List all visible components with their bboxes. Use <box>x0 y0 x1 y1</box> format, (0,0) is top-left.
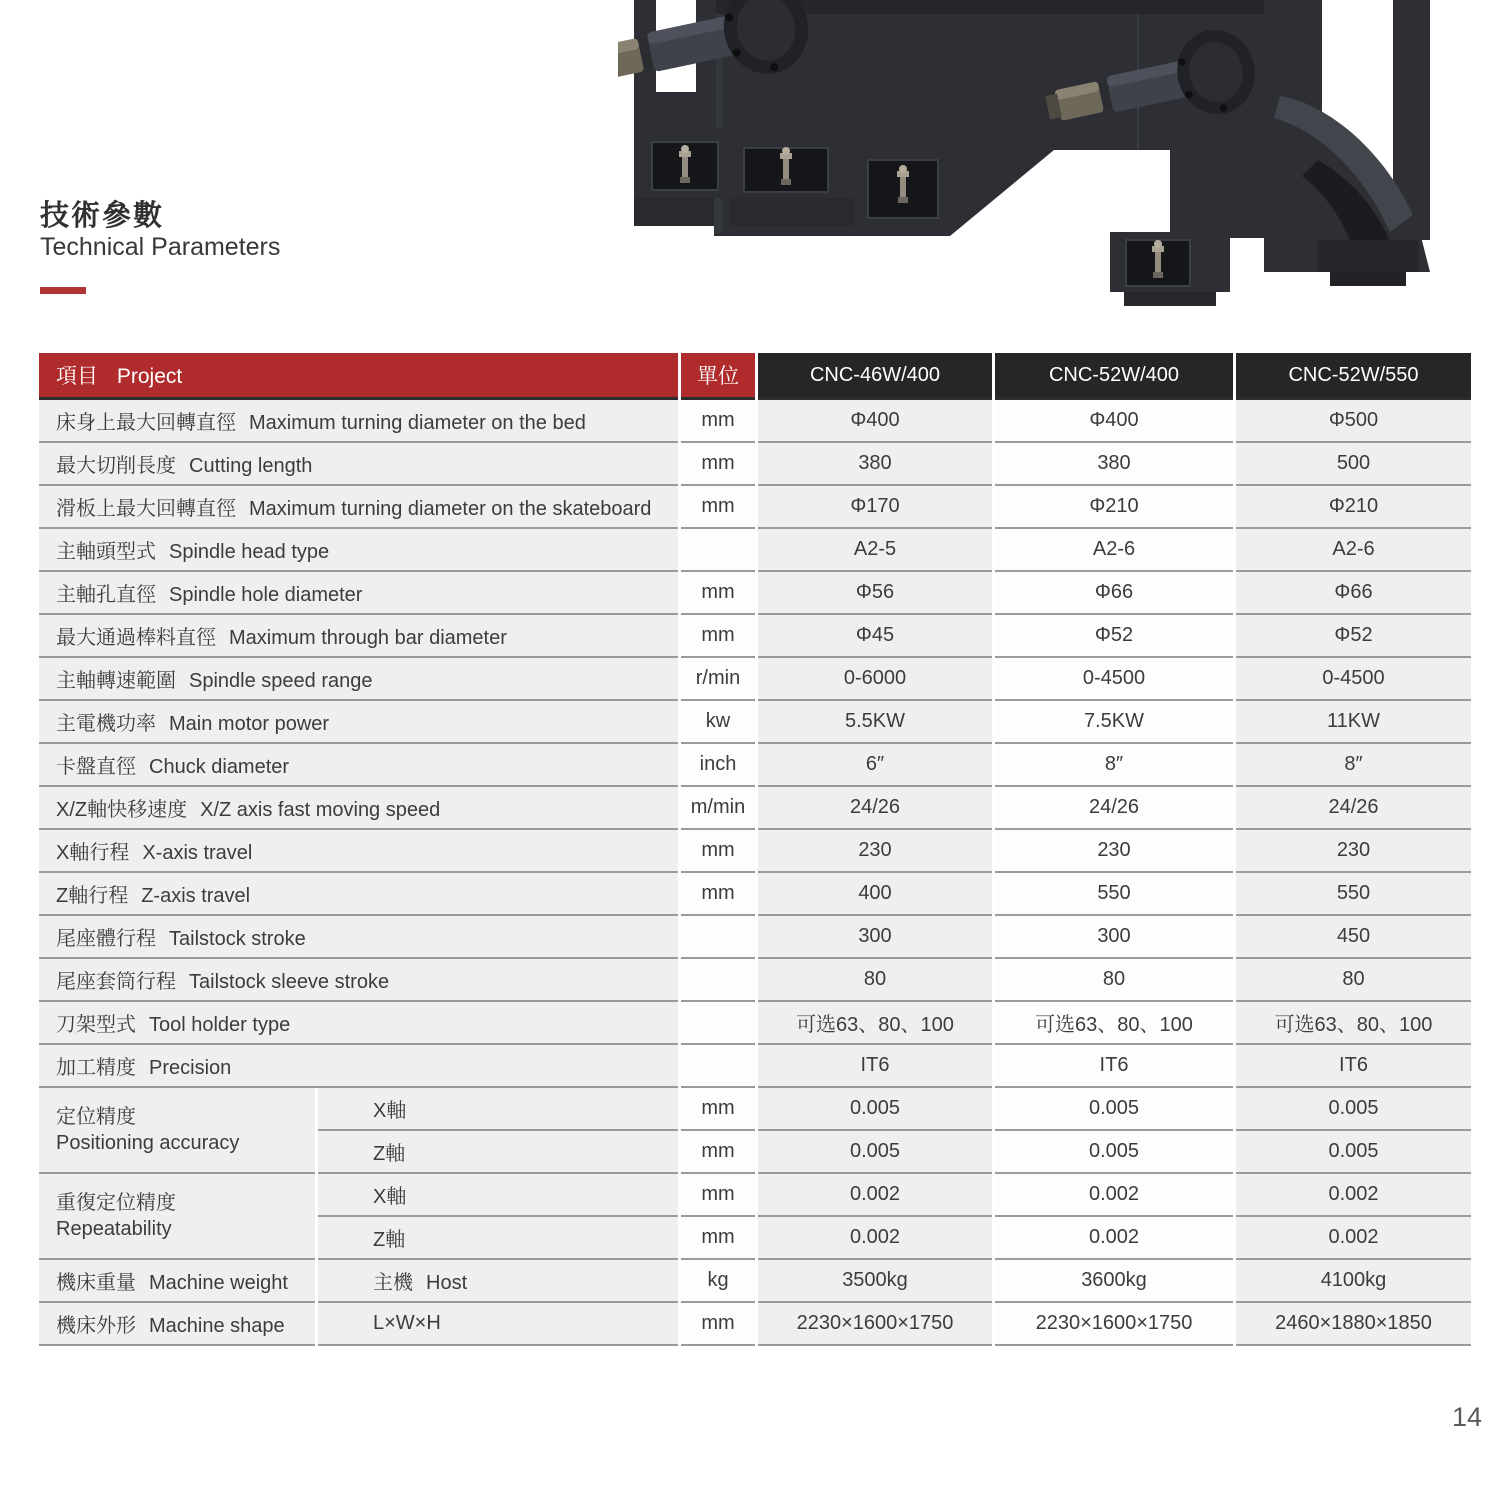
row-label-cell <box>39 400 678 443</box>
value-cell: Φ66 <box>1236 572 1471 615</box>
row-label-zh: 最大切削長度 <box>56 455 176 477</box>
row-label-cell <box>39 744 678 787</box>
row-label-en: Machine weight <box>149 1272 288 1294</box>
table-header-row <box>39 353 1471 400</box>
value-cell: 24/26 <box>995 787 1233 830</box>
value-cell: 2460×1880×1850 <box>1236 1303 1471 1346</box>
table-row <box>39 916 1471 959</box>
value-cell: 0.005 <box>995 1088 1233 1131</box>
axis-label-cell: X軸 <box>318 1174 678 1217</box>
row-label-zh: X軸行程 <box>56 842 130 864</box>
row-label-zh: 主軸頭型式 <box>56 541 156 563</box>
page-title-zh: 技術參數 <box>40 200 165 232</box>
value-cell: Φ210 <box>1236 486 1471 529</box>
value-cell: 80 <box>758 959 992 1002</box>
value-cell: 0.005 <box>758 1088 992 1131</box>
unit-cell <box>681 959 755 1002</box>
value-cell: 230 <box>995 830 1233 873</box>
value-cell: 0.002 <box>758 1174 992 1217</box>
row-label-cell <box>39 529 678 572</box>
value-cell: Φ400 <box>995 400 1233 443</box>
row-label-zh: 刀架型式 <box>56 1014 136 1036</box>
value-cell: 0.002 <box>1236 1217 1471 1260</box>
unit-cell: mm <box>681 1303 755 1346</box>
value-cell: A2-6 <box>995 529 1233 572</box>
value-cell: 380 <box>995 443 1233 486</box>
value-cell: IT6 <box>995 1045 1233 1088</box>
unit-cell: mm <box>681 400 755 443</box>
value-cell: 4100kg <box>1236 1260 1471 1303</box>
value-cell: 0-4500 <box>1236 658 1471 701</box>
table-row <box>39 744 1471 787</box>
unit-cell: inch <box>681 744 755 787</box>
row-label-en: X-axis travel <box>142 842 253 864</box>
row-label-en: Precision <box>149 1057 232 1079</box>
value-cell: 0.005 <box>1236 1131 1471 1174</box>
row-label-zh: 尾座套筒行程 <box>56 971 176 993</box>
value-cell: Φ52 <box>1236 615 1471 658</box>
value-cell: IT6 <box>1236 1045 1471 1088</box>
value-cell: 80 <box>995 959 1233 1002</box>
row-label-en: Chuck diameter <box>149 756 290 778</box>
row-label-zh: Z軸行程 <box>56 885 129 907</box>
row-label-en: X/Z axis fast moving speed <box>200 799 441 821</box>
unit-cell <box>681 1045 755 1088</box>
table-row <box>39 443 1471 486</box>
row-label-zh: 卡盤直徑 <box>56 756 136 778</box>
value-cell: A2-6 <box>1236 529 1471 572</box>
row-label-zh: 加工精度 <box>56 1057 136 1079</box>
row-label-zh: 最大通過棒料直徑 <box>56 627 216 649</box>
value-cell: 7.5KW <box>995 701 1233 744</box>
value-cell: 8″ <box>1236 744 1471 787</box>
row-label-en: Z-axis travel <box>141 885 251 907</box>
value-cell: 300 <box>995 916 1233 959</box>
unit-cell: mm <box>681 615 755 658</box>
row-label-zh: 主軸轉速範圍 <box>56 670 176 692</box>
sub-label-zh: L×W×H <box>373 1312 441 1334</box>
value-cell: 80 <box>1236 959 1471 1002</box>
group-label-en: Repeatability <box>56 1218 172 1240</box>
row-label-cell <box>39 701 678 744</box>
value-cell: 0.002 <box>995 1174 1233 1217</box>
value-cell: 0.002 <box>758 1217 992 1260</box>
value-cell: 24/26 <box>1236 787 1471 830</box>
unit-cell: mm <box>681 830 755 873</box>
value-cell: 可选63、80、100 <box>995 1002 1233 1045</box>
row-label-en: Tailstock sleeve stroke <box>189 971 390 993</box>
axis-label-cell: X軸 <box>318 1088 678 1131</box>
table-row <box>39 830 1471 873</box>
value-cell: IT6 <box>758 1045 992 1088</box>
unit-cell: mm <box>681 1217 755 1260</box>
row-label-en: Tool holder type <box>149 1014 291 1036</box>
row-label-cell <box>39 873 678 916</box>
row-label-en: Main motor power <box>169 713 330 735</box>
spec-table-body <box>39 400 1471 1346</box>
unit-cell: kg <box>681 1260 755 1303</box>
value-cell: 0-6000 <box>758 658 992 701</box>
table-row <box>39 529 1471 572</box>
axis-label-cell: Z軸 <box>318 1131 678 1174</box>
table-row <box>39 873 1471 916</box>
value-cell: 2230×1600×1750 <box>995 1303 1233 1346</box>
value-cell: 2230×1600×1750 <box>758 1303 992 1346</box>
group-label-cell <box>39 1088 315 1174</box>
value-cell: 0.005 <box>758 1131 992 1174</box>
unit-cell: mm <box>681 873 755 916</box>
row-label-en: Maximum turning diameter on the skateboard <box>249 498 652 520</box>
value-cell: 300 <box>758 916 992 959</box>
model-header-cnc-52w-400: CNC-52W/400 <box>995 353 1233 400</box>
value-cell: 380 <box>758 443 992 486</box>
unit-cell <box>681 529 755 572</box>
row-label-cell <box>39 615 678 658</box>
row-label-en: Tailstock stroke <box>169 928 306 950</box>
value-cell: 0.005 <box>995 1131 1233 1174</box>
unit-cell: m/min <box>681 787 755 830</box>
row-label-en: Maximum turning diameter on the bed <box>249 412 586 434</box>
row-label-en: Spindle speed range <box>189 670 373 692</box>
row-label-zh: 機床外形 <box>56 1315 136 1337</box>
value-cell: 500 <box>1236 443 1471 486</box>
row-label-zh: X/Z軸快移速度 <box>56 799 188 821</box>
unit-cell: mm <box>681 486 755 529</box>
row-label-en: Cutting length <box>189 455 313 477</box>
row-label-zh: 床身上最大回轉直徑 <box>56 412 236 434</box>
group-label-zh: 定位精度 <box>56 1106 136 1128</box>
row-label-cell <box>39 959 678 1002</box>
unit-cell: mm <box>681 1088 755 1131</box>
table-row <box>39 615 1471 658</box>
unit-cell: mm <box>681 1174 755 1217</box>
row-label-en: Spindle head type <box>169 541 330 563</box>
sub-label-cell <box>318 1260 678 1303</box>
value-cell: 400 <box>758 873 992 916</box>
page-title-en: Technical Parameters <box>40 233 281 261</box>
page-number: 14 <box>1451 1402 1482 1432</box>
row-label-cell <box>39 1045 678 1088</box>
value-cell: Φ210 <box>995 486 1233 529</box>
row-label-cell <box>39 1303 315 1346</box>
row-label-zh: 主電機功率 <box>56 713 156 735</box>
project-header-en: Project <box>116 365 183 388</box>
row-label-en: Spindle hole diameter <box>169 584 363 606</box>
value-cell: 0.002 <box>995 1217 1233 1260</box>
value-cell: 5.5KW <box>758 701 992 744</box>
group-label-zh: 重復定位精度 <box>56 1192 176 1214</box>
unit-header-cell: 單位 <box>681 353 755 400</box>
table-row <box>39 1174 1471 1217</box>
value-cell: 6″ <box>758 744 992 787</box>
table-row <box>39 572 1471 615</box>
row-label-zh: 尾座體行程 <box>56 928 156 950</box>
value-cell: 550 <box>1236 873 1471 916</box>
unit-cell: mm <box>681 572 755 615</box>
value-cell: 230 <box>1236 830 1471 873</box>
spec-table <box>36 353 1474 1346</box>
row-label-cell <box>39 916 678 959</box>
value-cell: Φ400 <box>758 400 992 443</box>
row-label-zh: 主軸孔直徑 <box>56 584 156 606</box>
value-cell: Φ45 <box>758 615 992 658</box>
table-row <box>39 1045 1471 1088</box>
row-label-cell <box>39 830 678 873</box>
value-cell: 450 <box>1236 916 1471 959</box>
sub-label-en: Host <box>426 1272 468 1294</box>
table-row <box>39 1002 1471 1045</box>
value-cell: Φ56 <box>758 572 992 615</box>
value-cell: 3500kg <box>758 1260 992 1303</box>
value-cell: 0.002 <box>1236 1174 1471 1217</box>
table-row <box>39 1088 1471 1131</box>
axis-label-cell: Z軸 <box>318 1217 678 1260</box>
table-row <box>39 658 1471 701</box>
model-header-cnc-52w-550: CNC-52W/550 <box>1236 353 1471 400</box>
row-label-cell <box>39 1002 678 1045</box>
project-header-cell <box>39 353 678 400</box>
value-cell: Φ66 <box>995 572 1233 615</box>
row-label-cell <box>39 787 678 830</box>
row-label-cell <box>39 486 678 529</box>
unit-cell: kw <box>681 701 755 744</box>
unit-cell: mm <box>681 1131 755 1174</box>
row-label-en: Maximum through bar diameter <box>229 627 507 649</box>
value-cell: 可选63、80、100 <box>758 1002 992 1045</box>
row-label-cell <box>39 658 678 701</box>
value-cell: 8″ <box>995 744 1233 787</box>
table-row <box>39 787 1471 830</box>
table-row <box>39 1303 1471 1346</box>
unit-cell <box>681 916 755 959</box>
sub-label-cell <box>318 1303 678 1346</box>
row-label-zh: 滑板上最大回轉直徑 <box>56 498 236 520</box>
machine-bed-illustration <box>618 0 1440 310</box>
row-label-cell <box>39 443 678 486</box>
value-cell: 230 <box>758 830 992 873</box>
table-row <box>39 959 1471 1002</box>
value-cell: A2-5 <box>758 529 992 572</box>
value-cell: 11KW <box>1236 701 1471 744</box>
value-cell: Φ52 <box>995 615 1233 658</box>
value-cell: 3600kg <box>995 1260 1233 1303</box>
row-label-cell <box>39 572 678 615</box>
value-cell: Φ500 <box>1236 400 1471 443</box>
value-cell: 0.005 <box>1236 1088 1471 1131</box>
value-cell: 24/26 <box>758 787 992 830</box>
row-label-cell <box>39 1260 315 1303</box>
machine-photo <box>618 0 1440 310</box>
unit-cell <box>681 1002 755 1045</box>
row-label-en: Machine shape <box>149 1315 285 1337</box>
sub-label-zh: 主機 <box>373 1272 413 1294</box>
table-row <box>39 400 1471 443</box>
group-label-en: Positioning accuracy <box>56 1132 240 1154</box>
model-header-cnc-46w-400: CNC-46W/400 <box>758 353 992 400</box>
title-accent-dash <box>40 287 86 294</box>
value-cell: 0-4500 <box>995 658 1233 701</box>
table-row <box>39 486 1471 529</box>
row-label-zh: 機床重量 <box>56 1272 136 1294</box>
group-label-cell <box>39 1174 315 1260</box>
value-cell: Φ170 <box>758 486 992 529</box>
value-cell: 可选63、80、100 <box>1236 1002 1471 1045</box>
unit-cell: mm <box>681 443 755 486</box>
unit-cell: r/min <box>681 658 755 701</box>
table-row <box>39 701 1471 744</box>
value-cell: 550 <box>995 873 1233 916</box>
project-header-zh: 項目 <box>56 365 98 388</box>
table-row <box>39 1260 1471 1303</box>
